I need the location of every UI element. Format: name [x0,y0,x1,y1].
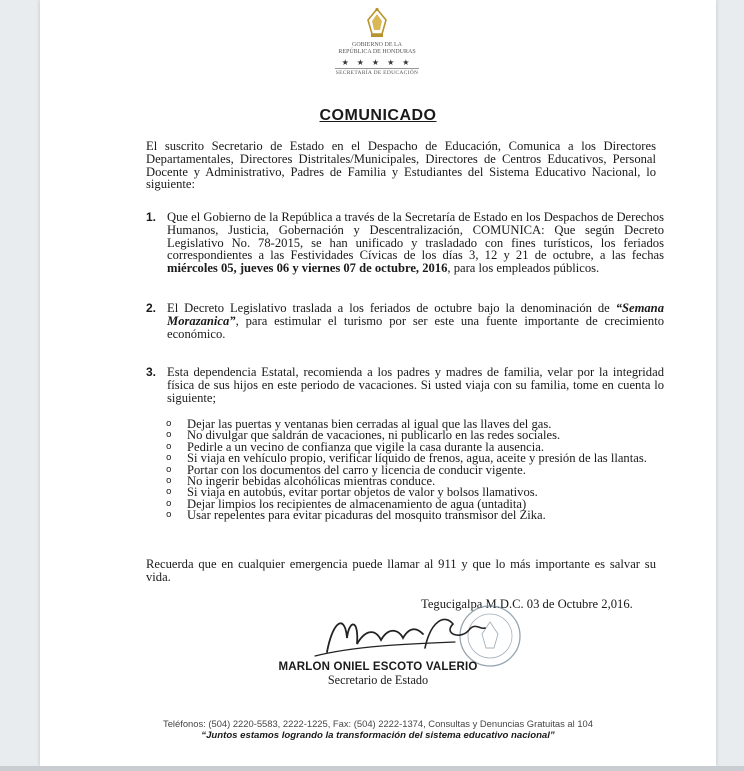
item-number: 3. [146,365,157,379]
list-item-text: Usar repelentes para evitar picaduras del mosquito transmisor del Zika. [187,508,546,523]
letterhead [327,6,427,76]
bullet-icon: o [166,441,172,452]
secretariat-name: SECRETARÍA DE EDUCACIÓN [335,70,419,76]
document-page [40,0,716,766]
signer-title: Secretario de Estado [327,673,429,687]
list-item [166,510,664,521]
item-number: 1. [146,210,157,224]
bullet-icon: o [166,464,172,475]
stars-icon: ★ ★ ★ ★ ★ [341,58,413,67]
list-item-text: Pedirle a un vecino de confianza que vigile la casa durante la ausencia. [187,439,545,454]
item-text: Esta dependencia Estatal, recomienda a los padres y madres de familia, velar por la integridad física de sus hijos en este periodo de vacaciones. Si usted viaja con su familia, tome en cuenta lo siguiente; [167,365,664,405]
bullet-icon: o [166,498,172,509]
bullet-icon: o [166,487,172,498]
list-item-text: Si viaja en vehículo propio, verificar líquido de frenos, agua, aceite y presión de las llantas. [187,451,647,466]
item-number: 2. [146,301,157,315]
item-text-bold: miércoles 05, jueves 06 y viernes 07 de octubre, 2016 [167,261,448,276]
closing-paragraph: Recuerda que en cualquier emergencia puede llamar al 911 y que lo más importante es salvar su vida. [146,557,656,584]
list-item-text: No ingerir bebidas alcohólicas mientras conduce. [187,474,436,489]
footer-contact: Teléfonos: (504) 2220-5583, 2222-1225, Fax: (504) 2222-1374, Consultas y Denuncias Gratuitas al 104 [163,718,593,729]
gov-line-2: REPÚBLICA DE HONDURAS [338,49,416,55]
signature-stamp-icon [285,600,545,670]
footer [40,718,716,742]
item-text-bold: “Semana Morazanica” [167,301,664,328]
signer-name: MARLON ONIEL ESCOTO VALERIO [278,661,478,673]
recommendations-list [166,419,664,522]
bullet-icon: o [166,453,172,464]
intro-paragraph: El suscrito Secretario de Estado en el Despacho de Educación, Comunica a los Directores Departamentales, Directores Distritales/Municipales, Directores de Centros Educativos, Personal Docente y Administrativo, Padres de Familia y Estudiantes del Sistema Educativo Nacional, lo siguiente: [146,139,656,192]
item-text [167,302,664,340]
gov-line-1: GOBIERNO DE LA [352,42,402,48]
bullet-icon: o [166,510,172,521]
signer-block [40,661,716,687]
footer-slogan: “Juntos estamos logrando la transformación del sistema educativo nacional” [201,730,555,741]
page-title: COMUNICADO [319,107,437,124]
list-item-text: Portar con los documentos del carro y licencia de conducir vigente. [187,462,526,477]
bullet-icon: o [166,476,172,487]
bullet-icon: o [166,430,172,441]
item-text-part: , para los empleados públicos. [447,261,600,276]
government-name [327,42,427,56]
item-text-part: El Decreto Legislativo traslada a los feriados de octubre bajo la denominación de [167,301,616,315]
item-text-part: , para estimular el turismo por ser este una fuente importante de crecimiento económico. [167,313,664,341]
place-date: Tegucigalpa M.D.C. 03 de Octubre 2,016. [421,597,633,611]
bullet-icon: o [166,419,172,429]
list-item-text: Dejar limpios los recipientes de almacenamiento de agua (untadita) [187,496,527,511]
list-item-text: Si viaja en autobús, evitar portar objetos de valor y bolsos llamativos. [187,485,538,500]
list-item-text: Dejar las puertas y ventanas bien cerradas al igual que las llaves del gas. [187,417,552,431]
item-text-part: Que el Gobierno de la República a través de la Secretaría de Estado en los Despachos de Derechos Humanos, Justicia, Gobernación y Descentralización, COMUNICA: Que según Decreto Legislativo No. 78-2015, se han unificado y trasladado con fines turísticos, los feriados correspondientes a las Festividades Cívicas de los días 3, 12 y 21 de octubre, a las fechas [167,210,664,263]
coat-of-arms-icon [360,6,394,40]
page-edge [0,766,744,771]
list-item-text: No divulgar que saldrán de vacaciones, ni publicarlo en las redes sociales. [187,428,561,443]
item-text [167,211,664,275]
